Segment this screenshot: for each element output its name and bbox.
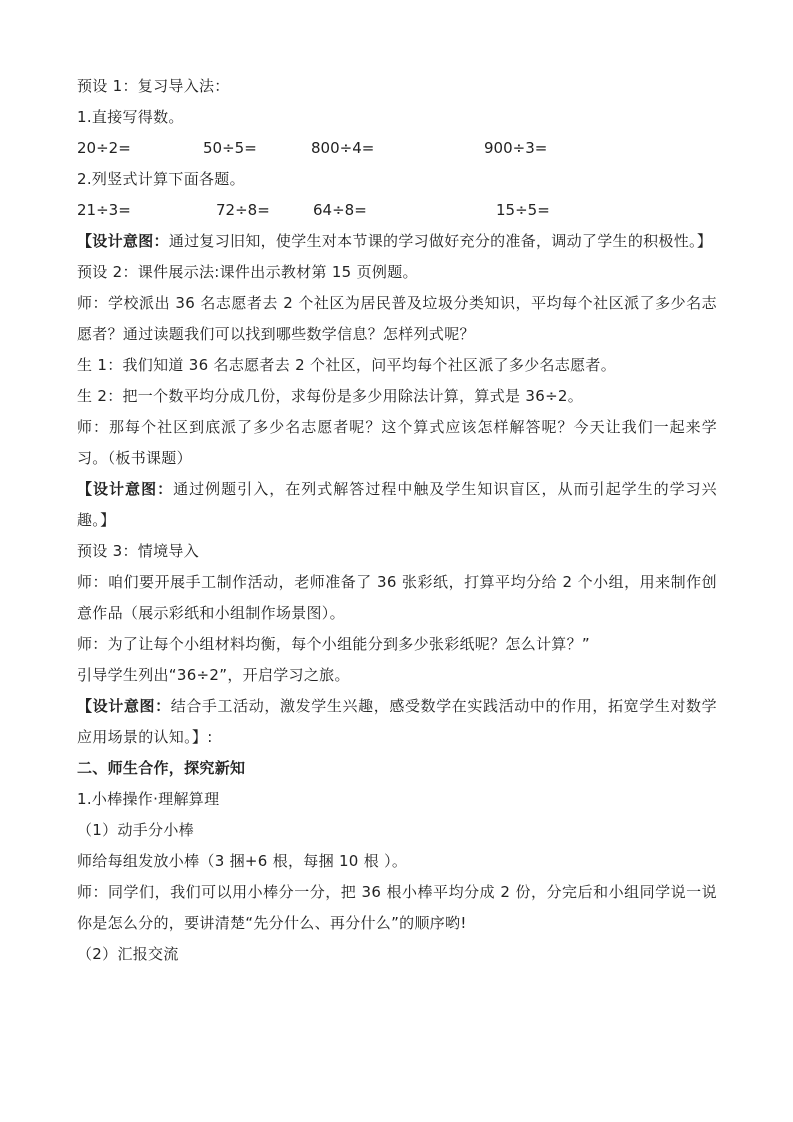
section-heading: 二、师生合作，探究新知 — [77, 759, 246, 777]
teacher-question: 师：为了让每个小组材料均衡，每个小组能分到多少张彩纸呢？怎么计算？” — [77, 635, 590, 653]
preset-1-heading: 预设 1：复习导入法： — [77, 77, 230, 95]
direct-answer-instruction: 1.直接写得数。 — [77, 108, 184, 126]
teacher-speech-3: 师：咱们要开展手工制作活动，老师准备了 36 张彩纸，打算平均分给 2 个小组，用来制作创意作品（展示彩纸和小组制作场景图）。 — [77, 573, 717, 622]
math-problem: 20÷2= — [77, 139, 131, 157]
design-intent-label: 【设计意图： — [77, 697, 171, 715]
math-problem: 50÷5= — [203, 139, 257, 157]
step-1-heading: （1）动手分小棒 — [77, 821, 194, 839]
design-intent-label: 【设计意图： — [77, 232, 169, 250]
step-2-heading: （2）汇报交流 — [77, 945, 179, 963]
design-intent-1 — [77, 226, 717, 257]
guide-students-line: 引导学生列出“36÷2”，开启学习之旅。 — [77, 666, 350, 684]
preset-3-heading: 预设 3：情境导入 — [77, 542, 200, 560]
preset-2-heading: 预设 2：课件展示法:课件出示教材第 15 页例题。 — [77, 263, 418, 281]
math-problem: 64÷8= — [313, 201, 367, 219]
math-problem: 15÷5= — [496, 201, 550, 219]
teacher-distributes-line: 师给每组发放小棒（3 捆+6 根，每捆 10 根 ）。 — [77, 852, 408, 870]
subsection-heading: 1.小棒操作·理解算理 — [77, 790, 220, 808]
design-intent-text: 结合手工活动，激发学生兴趣，感受数学在实践活动中的作用，拓宽学生对数学应用场景的认知。】: — [77, 697, 717, 746]
design-intent-3 — [77, 691, 717, 753]
math-problem: 21÷3= — [77, 201, 131, 219]
math-problem: 900÷3= — [484, 139, 548, 157]
teacher-speech-2: 师：那每个社区到底派了多少名志愿者呢？这个算式应该怎样解答呢？今天让我们一起来学习。（板书课题） — [77, 418, 717, 467]
student-2-speech: 生 2：把一个数平均分成几份，求每份是多少用除法计算，算式是 36÷2。 — [77, 387, 584, 405]
design-intent-text: 通过例题引入，在列式解答过程中触及学生知识盲区，从而引起学生的学习兴趣。】 — [77, 480, 717, 529]
design-intent-2 — [77, 474, 717, 536]
vertical-calc-instruction: 2.列竖式计算下面各题。 — [77, 170, 245, 188]
student-1-speech: 生 1：我们知道 36 名志愿者去 2 个社区，问平均每个社区派了多少名志愿者。 — [77, 356, 617, 374]
math-problem: 72÷8= — [216, 201, 270, 219]
teacher-speech-1: 师：学校派出 36 名志愿者去 2 个社区为居民普及垃圾分类知识，平均每个社区派了多少名志愿者？通过读题我们可以找到哪些数学信息？怎样列式呢？ — [77, 294, 717, 343]
teacher-speech-4: 师：同学们，我们可以用小棒分一分，把 36 根小棒平均分成 2 份，分完后和小组同学说一说你是怎么分的，要讲清楚“先分什么、再分什么”的顺序哟! — [77, 883, 717, 932]
design-intent-text: 通过复习旧知，使学生对本节课的学习做好充分的准备，调动了学生的积极性。】 — [168, 232, 713, 250]
design-intent-label: 【设计意图： — [77, 480, 174, 498]
math-problem: 800÷4= — [311, 139, 375, 157]
